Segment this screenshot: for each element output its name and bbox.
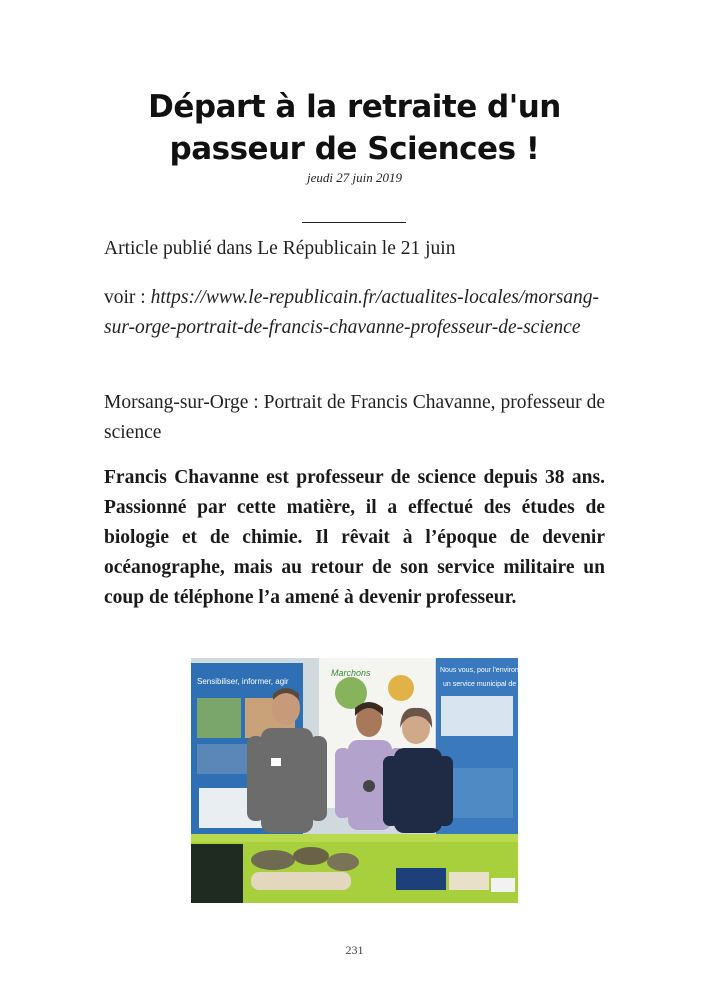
published-note: Article publié dans Le Républicain le 21 juin	[104, 238, 456, 259]
lead-paragraph: Francis Chavanne est professeur de science depuis 38 ans. Passionné par cette matière, il a effectué des études de biologie et de chimie. Il rêvait à l’époque de devenir océanographe, mais au retour de son service militaire un coup de téléphone l’a amené à devenir professeur.	[104, 467, 605, 608]
poster-right-sub: un service municipal de	[443, 681, 517, 688]
title-line-2: passeur de Sciences !	[169, 131, 540, 167]
see-label: voir :	[104, 287, 146, 308]
title-line-1: Départ à la retraite d'un	[148, 89, 561, 125]
poster-right-heading: Nous vous, pour l'environ et le cadre de v	[440, 667, 569, 674]
article-photo	[191, 658, 569, 903]
source-link[interactable]: https://www.le-republicain.fr/actualites-locales/morsang-sur-orge-portrait-de-francis-chavanne-professeur-de-science	[104, 287, 600, 338]
publication-date: jeudi 27 juin 2019	[307, 170, 402, 185]
poster-center-text: Marchons	[331, 668, 371, 678]
article-title	[60, 86, 649, 170]
separator-rule	[302, 222, 406, 223]
poster-left-heading: Sensibiliser, informer, agir	[197, 677, 289, 686]
article-subtitle: Morsang-sur-Orge : Portrait de Francis Chavanne, professeur de science	[104, 392, 605, 443]
page-number: 231	[345, 943, 364, 957]
source-link-paragraph	[104, 283, 605, 343]
